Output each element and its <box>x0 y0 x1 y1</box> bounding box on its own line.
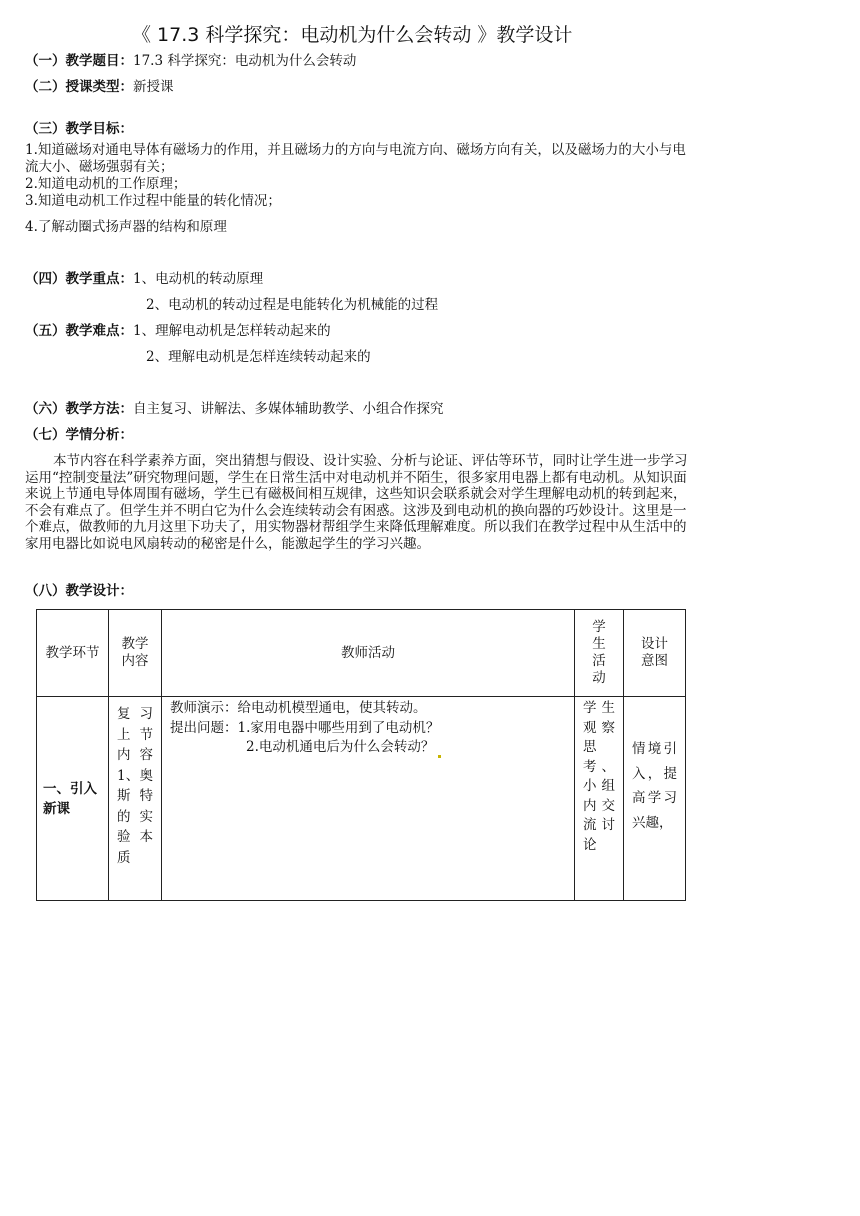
header-cell: 学生活动 <box>575 610 624 697</box>
analysis-paragraph: 本节内容在科学素养方面，突出猜想与假设、设计实验、分析与论证、评估等环节，同时让学生进一步学习运用“控制变量法”研究物理问题，学生在日常生活中对电动机并不陌生，很多家用电器上都有电动机。从知识面来说上节通电导体周围有磁场，学生已有磁极间相互规律，这些知识会联系就会对学生理解电动机的转到起来，不会有难点了。但学生并不明白它为什么会连续转动会有困惑。这涉及到电动机的换向器的巧妙设计。这里是一个难点，做教师的九月这里下功夫了，用实物器材帮组学生来降低理解难度。所以我们在教学过程中从生活中的家用电器比如说电风扇转动的秘密是什么，能激起学生的学习兴趣。 <box>25 453 688 552</box>
cursor-mark-icon <box>438 755 441 758</box>
objective-item: 1.知道磁场对通电导体有磁场力的作用，并且磁场力的方向与电流方向、磁场方向有关，以及磁场力的大小与电流大小、磁场强弱有关； <box>25 142 686 175</box>
difficulty-item: 1、理解电动机是怎样转动起来的 <box>133 323 331 339</box>
table-row <box>37 697 686 901</box>
objective-item: 3.知道电动机工作过程中能量的转化情况； <box>25 193 281 209</box>
section-label: （六）教学方法： <box>25 401 133 417</box>
section-key-points <box>25 271 263 288</box>
content-cell: 复习上节内容1、奥斯特的实验本质 <box>109 697 162 901</box>
section-label: （五）教学难点： <box>25 323 133 339</box>
teacher-activity-line: 教师演示：给电动机模型通电，使其转动。 <box>170 700 427 716</box>
difficulty-item: 2、理解电动机是怎样连续转动起来的 <box>146 349 371 365</box>
objective-item: 2.知道电动机的工作原理； <box>25 176 187 192</box>
student-activity-cell: 学生观察思考、小组内交流讨论 <box>575 697 624 901</box>
section-lesson-type <box>25 79 174 96</box>
teacher-activity-cell <box>162 697 575 901</box>
section-analysis-heading: （七）学情分析： <box>25 427 133 443</box>
header-cell: 教师活动 <box>162 610 575 697</box>
section-objectives-heading: （三）教学目标： <box>25 121 133 137</box>
section-label: （二）授课类型： <box>25 79 133 95</box>
section-label: （一）教学题目： <box>25 53 133 69</box>
lesson-design-table <box>36 609 686 901</box>
document-title: 《 17.3 科学探究：电动机为什么会转动 》教学设计 <box>132 24 573 46</box>
header-cell: 教学环节 <box>37 610 109 697</box>
teacher-activity-text: 2.电动机通电后为什么会转动？ <box>246 739 435 755</box>
section-value: 新授课 <box>133 79 174 95</box>
key-point-item: 2、电动机的转动过程是电能转化为机械能的过程 <box>146 297 439 313</box>
stage-cell: 一、引入新课 <box>37 697 109 901</box>
teacher-activity-line: 提出问题：1.家用电器中哪些用到了电动机？ <box>170 719 440 736</box>
section-difficulties <box>25 323 331 340</box>
section-value: 17.3 科学探究：电动机为什么会转动 <box>133 53 357 69</box>
teacher-activity-line <box>170 738 566 758</box>
section-label: （四）教学重点： <box>25 271 133 287</box>
header-cell: 设计意图 <box>624 610 686 697</box>
header-cell: 教学内容 <box>109 610 162 697</box>
section-design-heading: （八）教学设计： <box>25 583 133 599</box>
section-value: 自主复习、讲解法、多媒体辅助教学、小组合作探究 <box>133 401 444 417</box>
design-intent-cell: 情境引入，提高学习兴趣， <box>624 697 686 901</box>
section-topic <box>25 53 356 70</box>
section-methods <box>25 401 444 418</box>
table-header-row <box>37 610 686 697</box>
key-point-item: 1、电动机的转动原理 <box>133 271 264 287</box>
objective-item: 4.了解动圈式扬声器的结构和原理 <box>25 219 227 235</box>
